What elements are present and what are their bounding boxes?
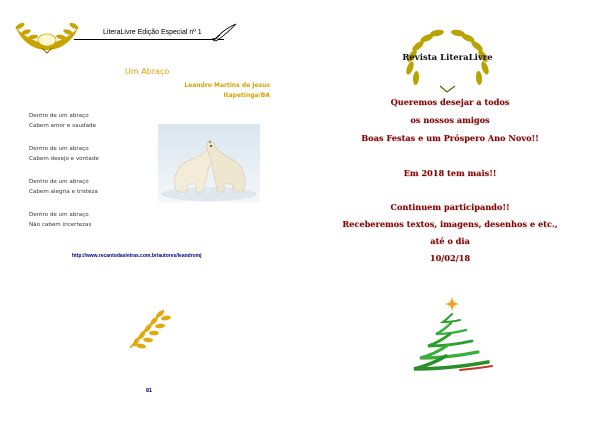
verse-line: Dentro de um abraço bbox=[29, 179, 89, 185]
verse-line: Não cabem incertezas bbox=[29, 222, 92, 229]
edition-header: LiteraLivre Edição Especial nº 1 bbox=[103, 29, 202, 36]
laurel-branch-icon bbox=[124, 304, 174, 354]
poem-author-city: Itapetinga/BA bbox=[223, 92, 270, 99]
quill-pen-icon bbox=[210, 22, 238, 42]
laurel-wreath-icon bbox=[12, 20, 82, 54]
submission-line: Receberemos textos, imagens, desenhos e etc., bbox=[342, 219, 558, 229]
submission-line: até o dia bbox=[430, 236, 470, 246]
poem-stanza bbox=[29, 177, 98, 198]
right-page bbox=[300, 0, 600, 424]
deadline-date: 10/02/18 bbox=[429, 253, 471, 263]
announcement-line: Em 2018 tem mais!! bbox=[403, 168, 497, 178]
poem-stanza bbox=[29, 111, 96, 132]
author-profile-link[interactable]: http://www.recantodasletras.com.br/autores/leandromj bbox=[72, 253, 202, 259]
poem-stanza bbox=[29, 210, 91, 231]
christmas-tree-icon bbox=[408, 296, 498, 378]
verse-line: Dentro de um abraço bbox=[29, 146, 89, 152]
page-number: 81 bbox=[146, 388, 153, 394]
magazine-logo-text: Revista LiteraLivre bbox=[402, 53, 493, 63]
greeting-line: os nossos amigos bbox=[410, 115, 490, 125]
polar-bears-hugging-photo bbox=[158, 124, 260, 202]
poem-title: Um Abraço bbox=[125, 67, 170, 76]
poem-stanza bbox=[29, 144, 99, 165]
magazine-logo bbox=[400, 26, 495, 96]
greeting-line: Boas Festas e um Próspero Ano Novo!! bbox=[361, 133, 539, 143]
verse-line: Cabem desejo e vontade bbox=[29, 156, 99, 163]
greeting-line: Queremos desejar a todos bbox=[390, 97, 510, 107]
call-to-action-line: Continuem participando!! bbox=[390, 202, 510, 212]
verse-line: Cabem amor e saudade bbox=[29, 123, 97, 130]
header-rule bbox=[74, 39, 224, 40]
poem-author: Leandro Martins de Jesus bbox=[184, 82, 270, 89]
verse-line: Cabem alegria e tristeza bbox=[29, 189, 98, 196]
verse-line: Dentro de um abraço bbox=[29, 113, 89, 119]
verse-line: Dentro de um abraço bbox=[29, 212, 89, 218]
